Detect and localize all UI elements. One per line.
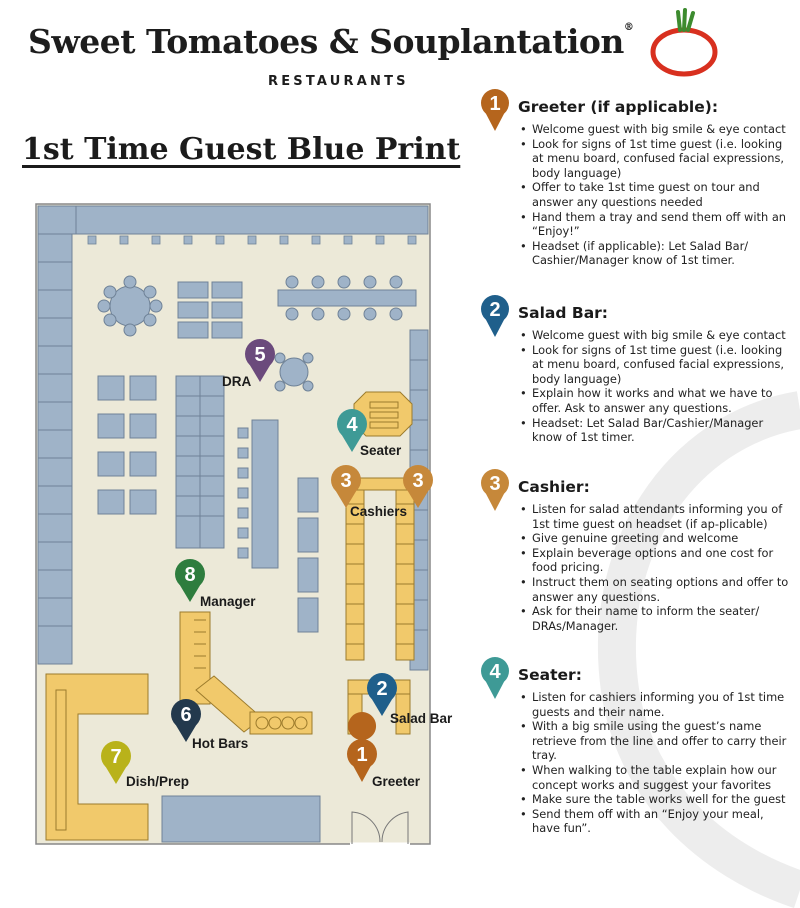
section-salad-bar-title: Salad Bar:: [518, 304, 609, 322]
dra-table: [275, 353, 313, 391]
section-seater-title: Seater:: [518, 666, 582, 684]
label-dra: DRA: [222, 374, 252, 389]
list-item: • Explain how it works and what we have to offer. Ask to answer any questions.: [516, 386, 790, 415]
list-item: • When walking to the table explain how our concept works and suggest your favorites: [516, 763, 790, 792]
list-item: • Instruct them on seating options and offer to answer any questions.: [516, 575, 790, 604]
section-seater-list: [480, 690, 790, 836]
pin-cashier-right-number: 3: [412, 470, 424, 492]
section-cashier-number: 3: [489, 473, 501, 495]
brand-subtitle: RESTAURANTS: [268, 74, 409, 89]
cashier-pin-icon: [480, 468, 510, 512]
label-hot-bars: Hot Bars: [192, 736, 249, 751]
label-dish-prep: Dish/Prep: [126, 774, 190, 789]
storage-block: [162, 796, 320, 842]
salad-bar-pin-icon: [480, 294, 510, 338]
list-item: • Look for signs of 1st time guest (i.e. looking at menu board, confused facial expressions, body language): [516, 137, 790, 181]
section-salad-bar: [480, 299, 790, 445]
section-cashier-title: Cashier:: [518, 478, 590, 496]
pin-hot-bars-number: 6: [180, 704, 192, 726]
left-booths: [38, 234, 72, 664]
pin-cashier-left-number: 3: [340, 470, 352, 492]
pin-dish-prep-number: 7: [110, 746, 122, 768]
section-salad-bar-list: [480, 328, 790, 445]
section-greeter-number: 1: [489, 93, 501, 115]
list-item: • Give genuine greeting and welcome: [516, 531, 790, 546]
pin-manager-number: 8: [184, 564, 196, 586]
label-salad-bar: Salad Bar: [390, 711, 453, 726]
seater-pin-icon: [480, 656, 510, 700]
list-item: • Headset: Let Salad Bar/Cashier/Manager know of 1st timer.: [516, 416, 790, 445]
list-item: • Make sure the table works well for the guest: [516, 792, 790, 807]
section-salad-bar-number: 2: [489, 299, 501, 321]
list-item: • Listen for cashiers informing you of 1st time guests and their name.: [516, 690, 790, 719]
section-seater: [480, 661, 790, 836]
section-greeter-list: [480, 122, 790, 268]
section-greeter: [480, 93, 790, 268]
pin-dra-number: 5: [254, 344, 266, 366]
page-title: 1st Time Guest Blue Print: [22, 132, 461, 167]
list-item: • Ask for their name to inform the seater/ DRAs/Manager.: [516, 604, 790, 633]
trademark-mark: ®: [623, 22, 634, 33]
list-item: • Send them off with an “Enjoy your meal, have fun”.: [516, 807, 790, 836]
section-greeter-title: Greeter (if applicable):: [518, 98, 719, 116]
section-cashier-list: [480, 502, 790, 633]
brand-name: Sweet Tomatoes & Souplantation: [28, 22, 624, 61]
list-item: • With a big smile using the guest’s name retrieve from the line and offer to carry their tray.: [516, 719, 790, 763]
section-seater-number: 4: [489, 661, 501, 683]
top-booths: [38, 206, 428, 234]
pin-salad-bar-number: 2: [376, 678, 388, 700]
list-item: • Look for signs of 1st time guest (i.e. looking at menu board, confused facial expressions, body language): [516, 343, 790, 387]
list-item: • Welcome guest with big smile & eye contact: [516, 328, 790, 343]
list-item: • Welcome guest with big smile & eye contact: [516, 122, 790, 137]
list-item: • Offer to take 1st time guest on tour and answer any questions needed: [516, 180, 790, 209]
list-item: • Headset (if applicable): Let Salad Bar/ Cashier/Manager know of 1st timer.: [516, 239, 790, 268]
label-cashiers: Cashiers: [350, 504, 408, 519]
pin-greeter-number: 1: [356, 744, 368, 766]
label-seater: Seater: [360, 443, 402, 458]
greeter-pin-icon: [480, 88, 510, 132]
list-item: • Explain beverage options and one cost for food pricing.: [516, 546, 790, 575]
center-booth-block: [176, 376, 224, 548]
section-cashier: [480, 473, 790, 633]
label-greeter: Greeter: [372, 774, 421, 789]
label-manager: Manager: [200, 594, 256, 609]
pin-seater-number: 4: [346, 414, 358, 436]
list-item: • Listen for salad attendants informing you of 1st time guest on headset (if ap-plicable): [516, 502, 790, 531]
list-item: • Hand them a tray and send them off with an “Enjoy!”: [516, 210, 790, 239]
